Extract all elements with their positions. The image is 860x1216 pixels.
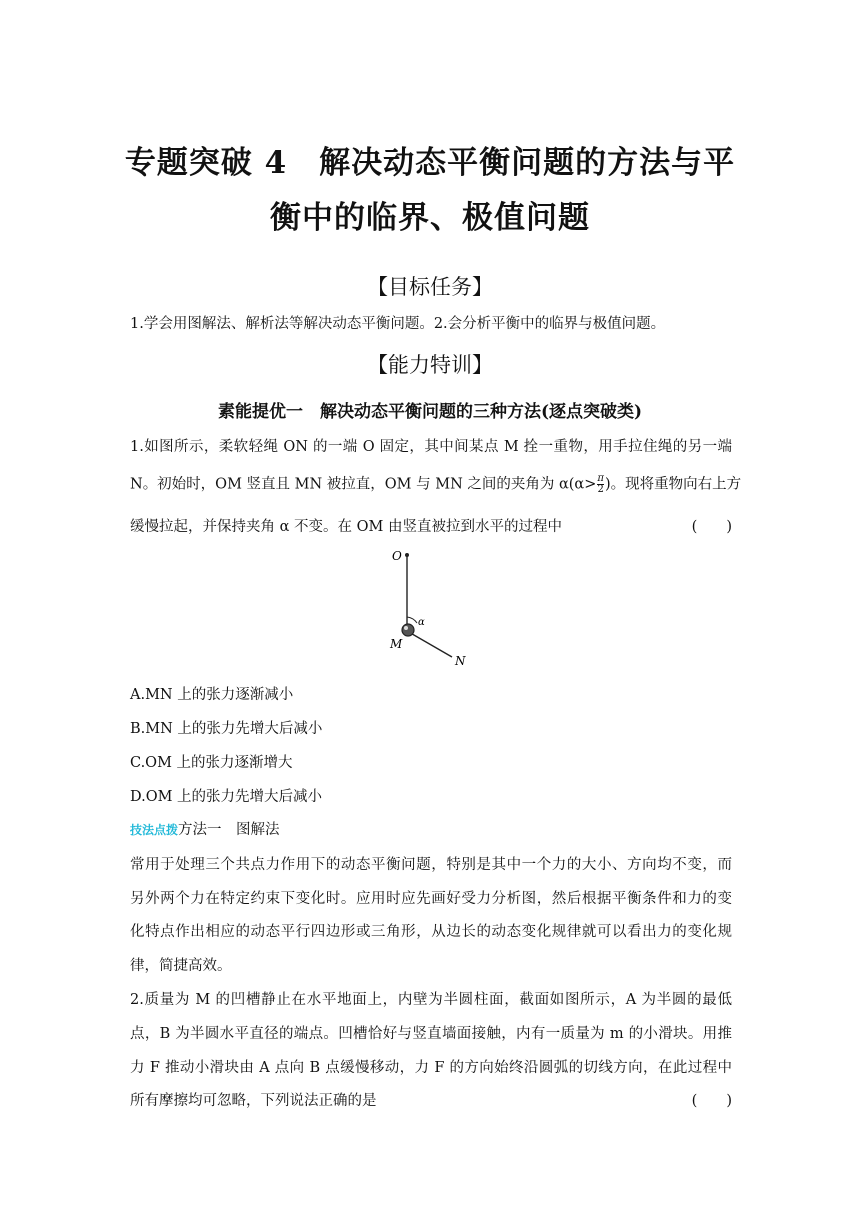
q1-line3-text: 缓慢拉起，并保持夹角 α 不变。在 OM 由竖直被拉到水平的过程中 — [130, 519, 562, 535]
method-tag: 技法点拨 — [130, 823, 179, 837]
label-alpha: α — [418, 617, 425, 628]
page-title-line1: 专题突破 4 解决动态平衡问题的方法与平 — [124, 145, 736, 181]
goals-text: 1.学会用图解法、解析法等解决动态平衡问题。2.会分析平衡中的临界与极值问题。 — [130, 316, 666, 332]
point-o — [405, 553, 409, 557]
training-heading: 【能力特训】 — [367, 353, 493, 377]
label-o: O — [392, 549, 402, 563]
q1-answer-paren: ( ) — [691, 519, 732, 535]
method1-heading — [130, 820, 732, 840]
q2-line2: 点，B 为半圆水平直径的端点。凹槽恰好与竖直墙面接触，内有一质量为 m 的小滑块。用推 — [130, 1026, 732, 1042]
rope-mn — [407, 631, 452, 657]
q1-option-b: B.MN 上的张力先增大后减小 — [130, 721, 323, 737]
pi-over-two-fraction — [597, 474, 604, 495]
q2-line3: 力 F 推动小滑块由 A 点向 B 点缓慢移动，力 F 的方向始终沿圆弧的切线方向，在此过程中 — [130, 1060, 732, 1076]
method1-line3: 化特点作出相应的动态平行四边形或三角形，从边长的动态变化规律就可以看出力的变化规 — [130, 924, 732, 940]
q1-rope-figure — [380, 543, 480, 673]
weight-ball — [402, 624, 414, 636]
q1-line2-after: )。现将重物向右上方 — [604, 476, 742, 493]
q2-line1: 2.质量为 M 的凹槽静止在水平地面上，内壁为半圆柱面，截面如图所示，A 为半圆的最低 — [130, 992, 732, 1008]
fraction-denominator: 2 — [597, 484, 604, 495]
goals-heading: 【目标任务】 — [367, 275, 493, 299]
label-m: M — [390, 637, 403, 651]
q2-answer-paren: ( ) — [691, 1093, 732, 1109]
angle-arc — [407, 617, 417, 623]
sub-heading: 素能提优一 解决动态平衡问题的三种方法(逐点突破类) — [217, 402, 643, 422]
q1-line3 — [130, 517, 732, 537]
q2-line4 — [130, 1091, 732, 1111]
method1-title: 方法一 图解法 — [178, 822, 280, 838]
weight-highlight — [404, 626, 408, 630]
q1-option-c: C.OM 上的张力逐渐增大 — [130, 755, 293, 771]
q2-line4-text: 所有摩擦均可忽略，下列说法正确的是 — [130, 1093, 377, 1109]
q1-option-d: D.OM 上的张力先增大后减小 — [130, 789, 323, 805]
method1-line2: 另外两个力在特定约束下变化时。应用时应先画好受力分析图，然后根据平衡条件和力的变 — [130, 891, 732, 907]
page-title-line2: 衡中的临界、极值问题 — [270, 200, 590, 236]
label-n: N — [455, 654, 466, 668]
q1-line2 — [130, 473, 742, 495]
method1-line4: 律，简捷高效。 — [130, 958, 232, 974]
q1-option-a: A.MN 上的张力逐渐减小 — [130, 687, 294, 703]
q1-line2-before: N。初始时，OM 竖直且 MN 被拉直，OM 与 MN 之间的夹角为 α(α> — [130, 476, 597, 493]
q1-line1: 1.如图所示，柔软轻绳 ON 的一端 O 固定，其中间某点 M 拴一重物，用手拉住绳的另一端 — [130, 439, 732, 455]
method1-line1: 常用于处理三个共点力作用下的动态平衡问题，特别是其中一个力的大小、方向均不变，而 — [130, 857, 732, 873]
fraction-numerator: π — [597, 473, 604, 484]
